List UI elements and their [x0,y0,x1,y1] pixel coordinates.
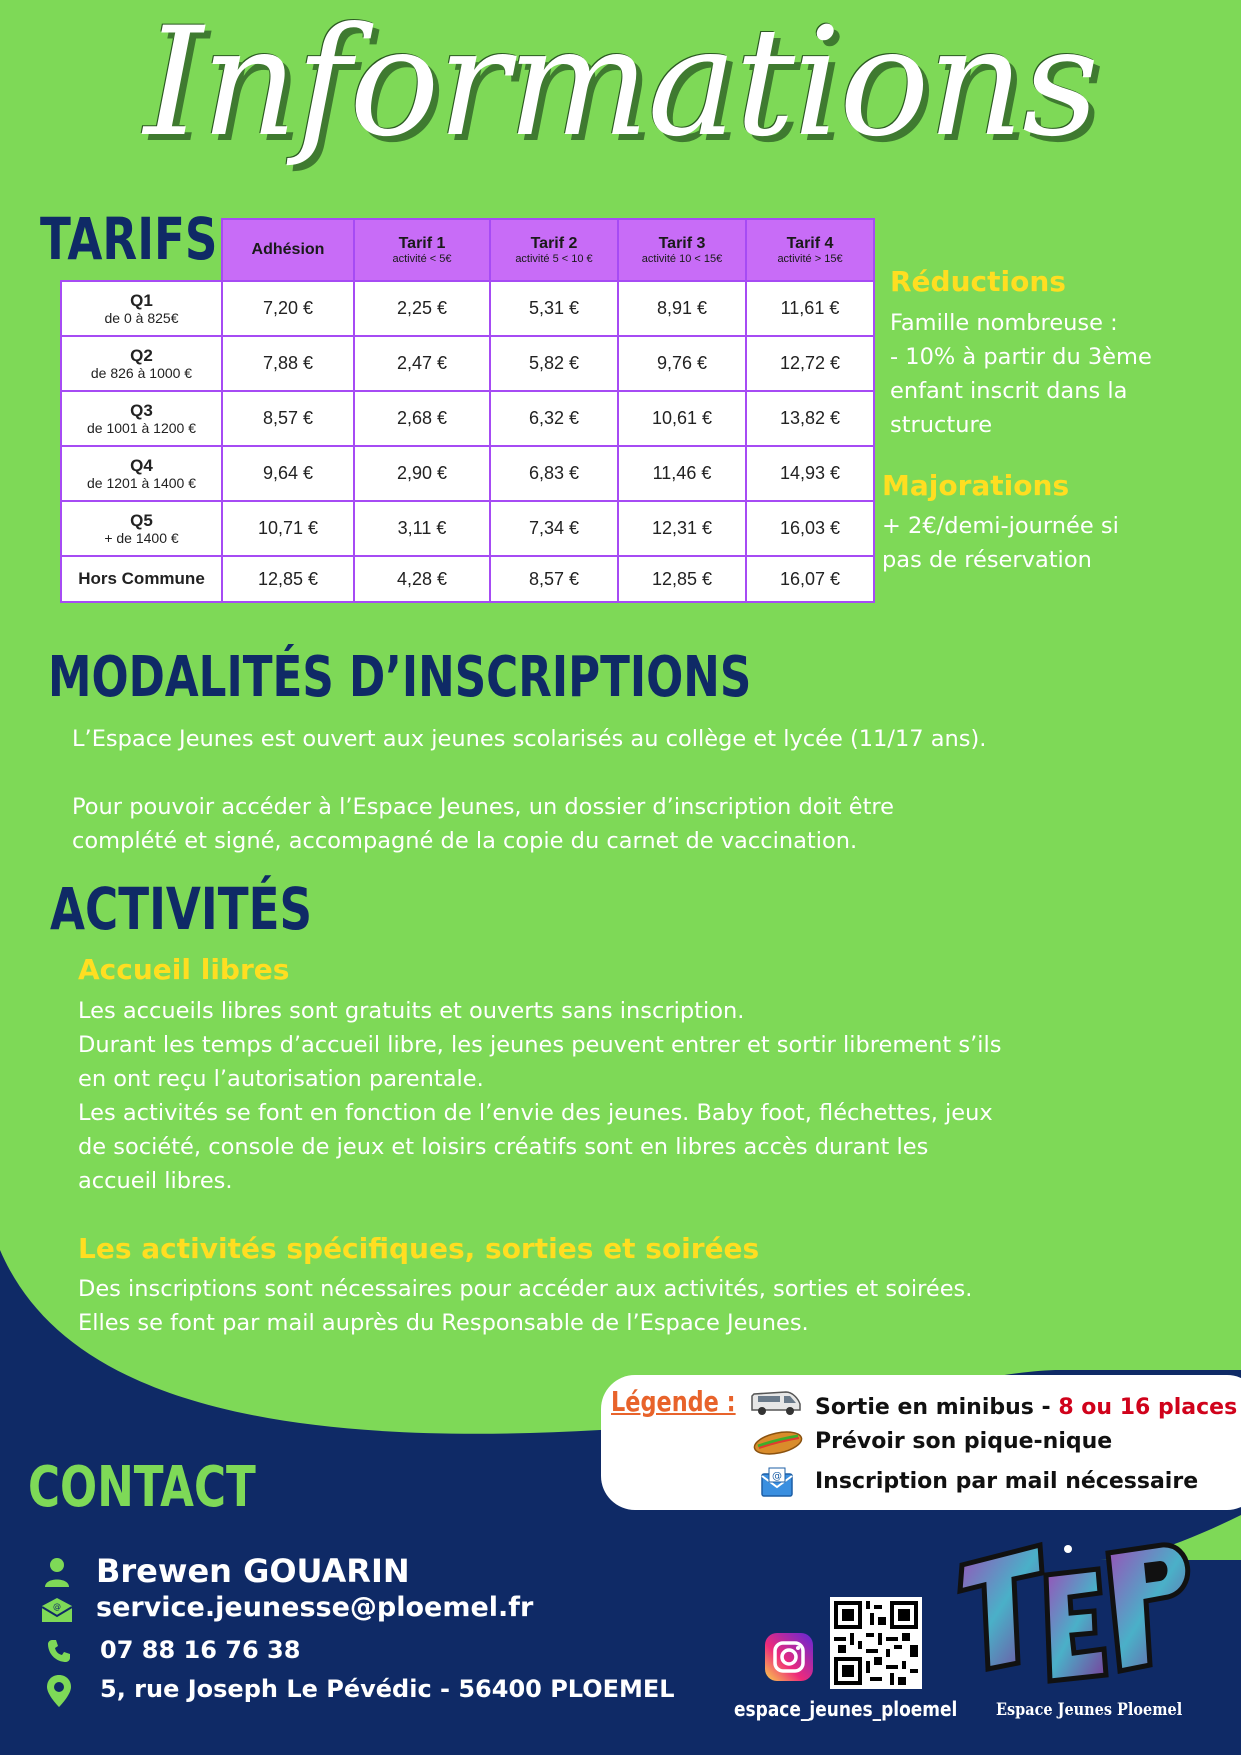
table-cell: 12,85 € [618,556,746,602]
table-cell: 16,03 € [746,501,874,556]
location-pin-icon [46,1674,72,1708]
person-icon [44,1557,70,1587]
table-cell: 6,32 € [490,391,618,446]
contact-email[interactable]: service.jeunesse@ploemel.fr [96,1592,534,1623]
reductions-line: Famille nombreuse : [890,310,1118,336]
row-label: Q1 de 0 à 825€ [61,281,222,336]
contact-name: Brewen GOUARIN [96,1552,410,1590]
row-label: Q3 de 1001 à 1200 € [61,391,222,446]
accueil-text [78,994,1228,1198]
accueil-line: Les accueils libres sont gratuits et ouverts sans inscription. [78,998,745,1024]
table-cell: 4,28 € [354,556,490,602]
contact-heading: CONTACT [28,1455,256,1520]
majorations-heading: Majorations [882,469,1070,502]
svg-text:@: @ [772,1471,782,1482]
accueil-line: Durant les temps d’accueil libre, les jeunes peuvent entrer et sortir librement s’ils [78,1032,1002,1058]
phone-icon [46,1638,72,1664]
modalites-heading: MODALITÉS D’INSCRIPTIONS [48,645,752,710]
reductions-line: structure [890,412,993,438]
specific-text [78,1272,1228,1340]
instagram-icon[interactable] [764,1632,814,1682]
table-cell: 6,83 € [490,446,618,501]
majorations-text [882,509,1232,577]
espace-jeunes-logo [948,1535,1204,1705]
table-cell: 12,31 € [618,501,746,556]
sandwich-icon [752,1428,804,1458]
qr-code[interactable] [830,1597,922,1689]
specific-line: Des inscriptions sont nécessaires pour accéder aux activités, sorties et soirées. [78,1276,973,1302]
table-row [61,446,874,501]
table-cell: 2,68 € [354,391,490,446]
table-cell: 5,82 € [490,336,618,391]
legend-mail: Inscription par mail nécessaire [815,1469,1199,1494]
table-cell: 8,57 € [490,556,618,602]
reductions-line: - 10% à partir du 3ème [890,344,1152,370]
column-header: Tarif 4 activité > 15€ [746,219,874,281]
table-corner [61,219,222,281]
column-header: Tarif 3 activité 10 < 15€ [618,219,746,281]
column-header: Tarif 1 activité < 5€ [354,219,490,281]
contact-phone[interactable]: 07 88 16 76 38 [100,1636,301,1664]
reductions-heading: Réductions [890,265,1066,298]
table-cell: 16,07 € [746,556,874,602]
modalites-line: L’Espace Jeunes est ouvert aux jeunes scolarisés au collège et lycée (11/17 ans). [72,726,987,752]
legend-piquenique: Prévoir son pique-nique [815,1429,1113,1454]
table-cell: 7,88 € [222,336,354,391]
mail-icon [760,1466,794,1498]
table-cell: 11,61 € [746,281,874,336]
accueil-line: de société, console de jeux et loisirs créatifs sont en libres accès durant les [78,1134,929,1160]
column-header: Tarif 2 activité 5 < 10 € [490,219,618,281]
accueil-line: en ont reçu l’autorisation parentale. [78,1066,484,1092]
table-row [61,281,874,336]
specific-heading: Les activités spécifiques, sorties et soirées [78,1232,760,1265]
table-row [61,391,874,446]
specific-line: Elles se font par mail auprès du Responsable de l’Espace Jeunes. [78,1310,809,1336]
table-cell: 10,61 € [618,391,746,446]
table-cell: 14,93 € [746,446,874,501]
row-label: Q4 de 1201 à 1400 € [61,446,222,501]
table-cell: 11,46 € [618,446,746,501]
email-icon [40,1598,74,1624]
majorations-line: pas de réservation [882,547,1092,573]
majorations-line: + 2€/demi-journée si [882,513,1119,539]
modalites-line: Pour pouvoir accéder à l’Espace Jeunes, un dossier d’inscription doit être [72,794,894,820]
table-row [61,501,874,556]
table-cell: 7,20 € [222,281,354,336]
table-row [61,336,874,391]
table-cell: 7,34 € [490,501,618,556]
reductions-text [890,306,1230,442]
svg-text:@: @ [53,1602,61,1611]
table-cell: 2,90 € [354,446,490,501]
table-cell: 8,91 € [618,281,746,336]
modalites-line: complété et signé, accompagné de la copie du carnet de vaccination. [72,828,858,854]
table-cell: 12,72 € [746,336,874,391]
modalites-text [72,722,1222,858]
accueil-heading: Accueil libres [78,953,290,986]
legend-minibus: Sortie en minibus - 8 ou 16 places [815,1395,1238,1420]
accueil-line: accueil libres. [78,1168,233,1194]
table-cell: 8,57 € [222,391,354,446]
table-cell: 13,82 € [746,391,874,446]
logo-caption: Espace Jeunes Ploemel [996,1700,1183,1720]
table-cell: 2,47 € [354,336,490,391]
activites-heading: ACTIVITÉS [50,875,313,943]
row-label: Q2 de 826 à 1000 € [61,336,222,391]
table-cell: 9,76 € [618,336,746,391]
column-header: Adhésion [222,219,354,281]
table-cell: 12,85 € [222,556,354,602]
table-header-row [61,219,874,281]
reductions-line: enfant inscrit dans la [890,378,1128,404]
accueil-line: Les activités se font en fonction de l’envie des jeunes. Baby foot, fléchettes, jeux [78,1100,993,1126]
legend-title: Légende : [611,1385,736,1418]
page-title: Informations [143,0,1098,170]
instagram-handle[interactable]: espace_jeunes_ploemel [734,1697,958,1721]
table-row [61,556,874,602]
table-cell: 9,64 € [222,446,354,501]
tarifs-table [60,218,875,603]
table-cell: 3,11 € [354,501,490,556]
row-label: Hors Commune [61,556,222,602]
table-cell: 10,71 € [222,501,354,556]
tarifs-heading: TARIFS [40,205,218,273]
table-cell: 5,31 € [490,281,618,336]
contact-address: 5, rue Joseph Le Pévédic - 56400 PLOEMEL [100,1675,675,1703]
minibus-icon [750,1388,802,1416]
row-label: Q5 + de 1400 € [61,501,222,556]
table-cell: 2,25 € [354,281,490,336]
